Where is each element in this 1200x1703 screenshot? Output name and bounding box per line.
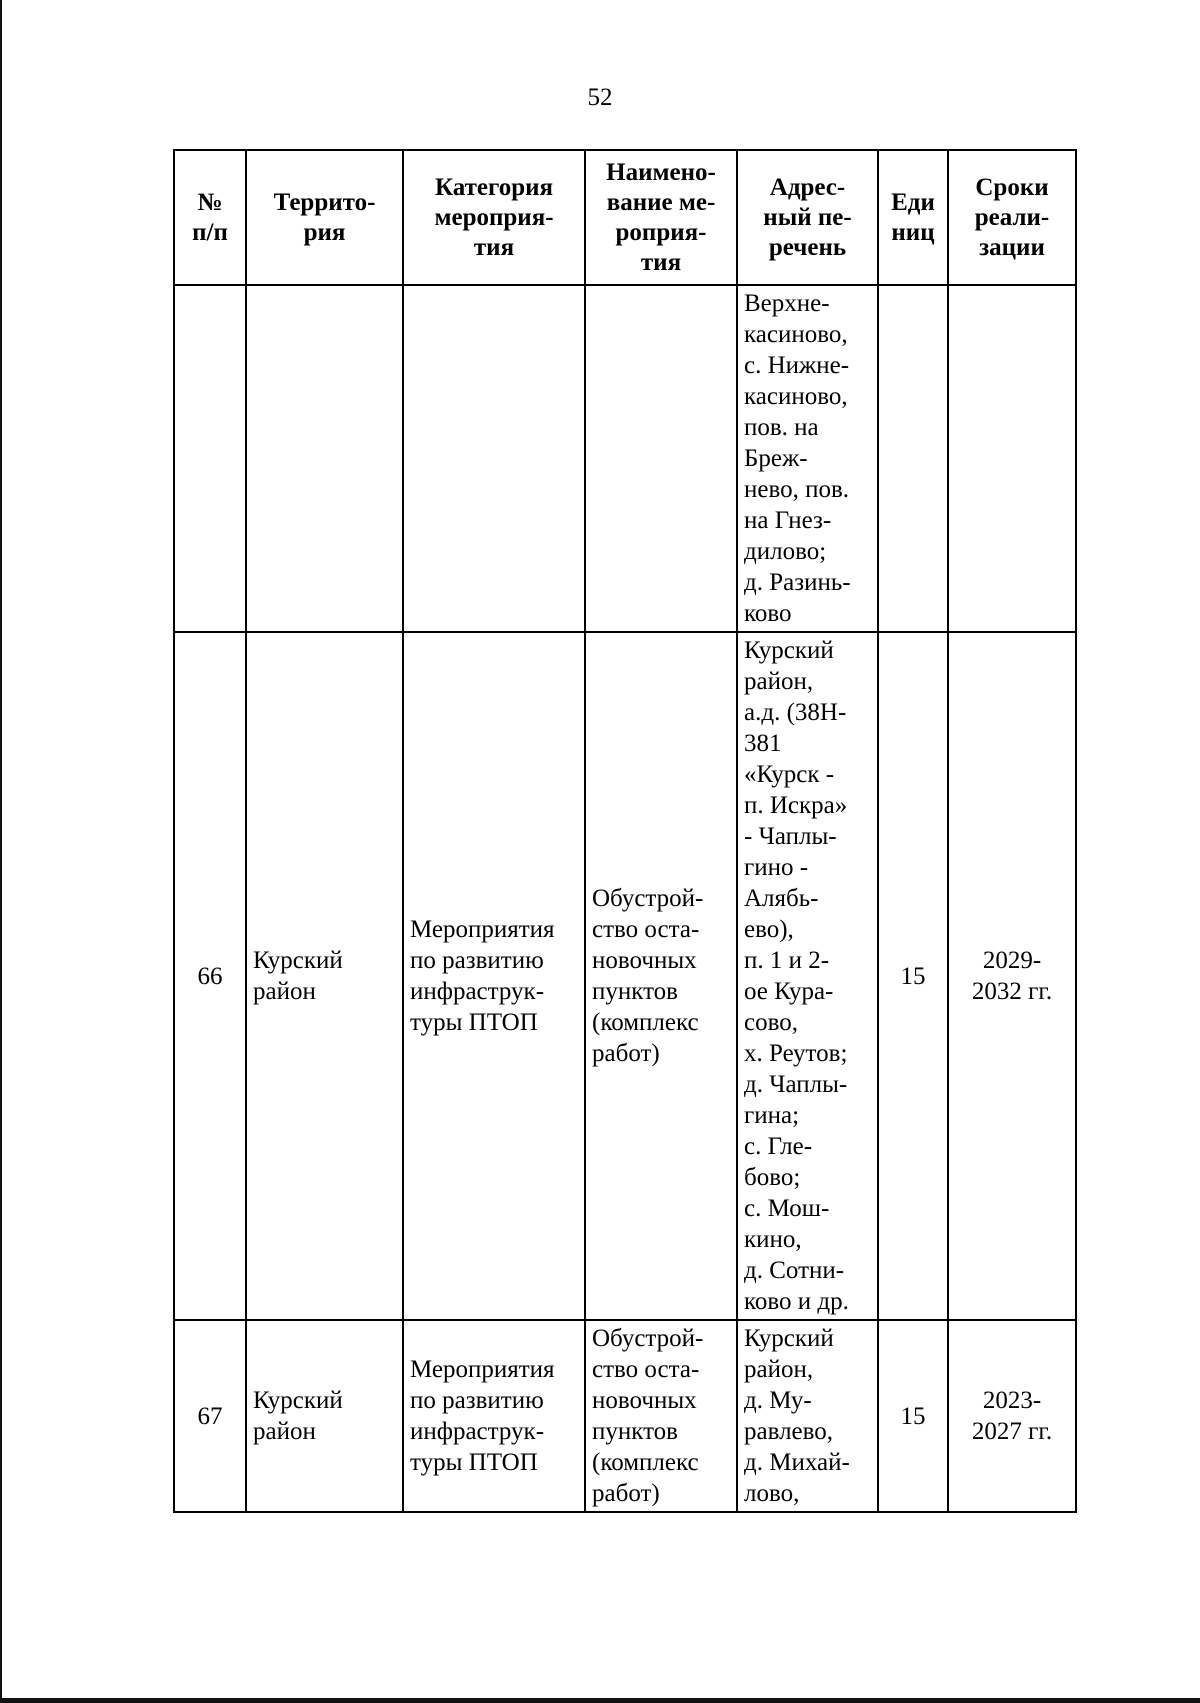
scan-left-border bbox=[0, 0, 2, 1703]
header-number: № п/п bbox=[174, 150, 246, 285]
table-row bbox=[174, 632, 1076, 1320]
cell-period bbox=[948, 285, 1076, 632]
cell-address: Верхне- касиново, с. Нижне- касиново, пов. на Бреж- нево, пов. на Гнез- дилово; д. Разинь- ково bbox=[737, 285, 878, 632]
cell-period: 2023- 2027 гг. bbox=[948, 1320, 1076, 1512]
cell-territory bbox=[246, 285, 403, 632]
cell-name: Обустрой- ство оста- новочных пунктов (комплекс работ) bbox=[585, 632, 737, 1320]
cell-address: Курский район, а.д. (38Н- 381 «Курск - п. Искра» - Чаплы- гино - Алябь- ево), п. 1 и 2- ое Кура- сово, х. Реутов; д. Чаплы- гина; с. Гле- бово; с. Мош- кино, д. Сотни- ково и др. bbox=[737, 632, 878, 1320]
cell-category: Мероприятия по развитию инфраструк- туры ПТОП bbox=[403, 632, 585, 1320]
cell-territory: Курский район bbox=[246, 1320, 403, 1512]
cell-category bbox=[403, 285, 585, 632]
cell-territory: Курский район bbox=[246, 632, 403, 1320]
scan-bottom-border bbox=[0, 1698, 1200, 1703]
header-category: Категория мероприя- тия bbox=[403, 150, 585, 285]
header-address: Адрес- ный пе- речень bbox=[737, 150, 878, 285]
table-row bbox=[174, 285, 1076, 632]
activities-table bbox=[173, 149, 1077, 1513]
cell-number: 67 bbox=[174, 1320, 246, 1512]
cell-number bbox=[174, 285, 246, 632]
header-name: Наимено- вание ме- роприя- тия bbox=[585, 150, 737, 285]
cell-units: 15 bbox=[878, 1320, 948, 1512]
cell-name bbox=[585, 285, 737, 632]
cell-units bbox=[878, 285, 948, 632]
header-period: Сроки реали- зации bbox=[948, 150, 1076, 285]
header-territory: Террито- рия bbox=[246, 150, 403, 285]
cell-units: 15 bbox=[878, 632, 948, 1320]
cell-address: Курский район, д. Му- равлево, д. Михай- лово, bbox=[737, 1320, 878, 1512]
cell-period: 2029- 2032 гг. bbox=[948, 632, 1076, 1320]
page-number: 52 bbox=[587, 84, 613, 111]
table-row bbox=[174, 1320, 1076, 1512]
cell-name: Обустрой- ство оста- новочных пунктов (комплекс работ) bbox=[585, 1320, 737, 1512]
header-units: Еди ниц bbox=[878, 150, 948, 285]
table-header-row bbox=[174, 150, 1076, 285]
cell-number: 66 bbox=[174, 632, 246, 1320]
cell-category: Мероприятия по развитию инфраструк- туры ПТОП bbox=[403, 1320, 585, 1512]
